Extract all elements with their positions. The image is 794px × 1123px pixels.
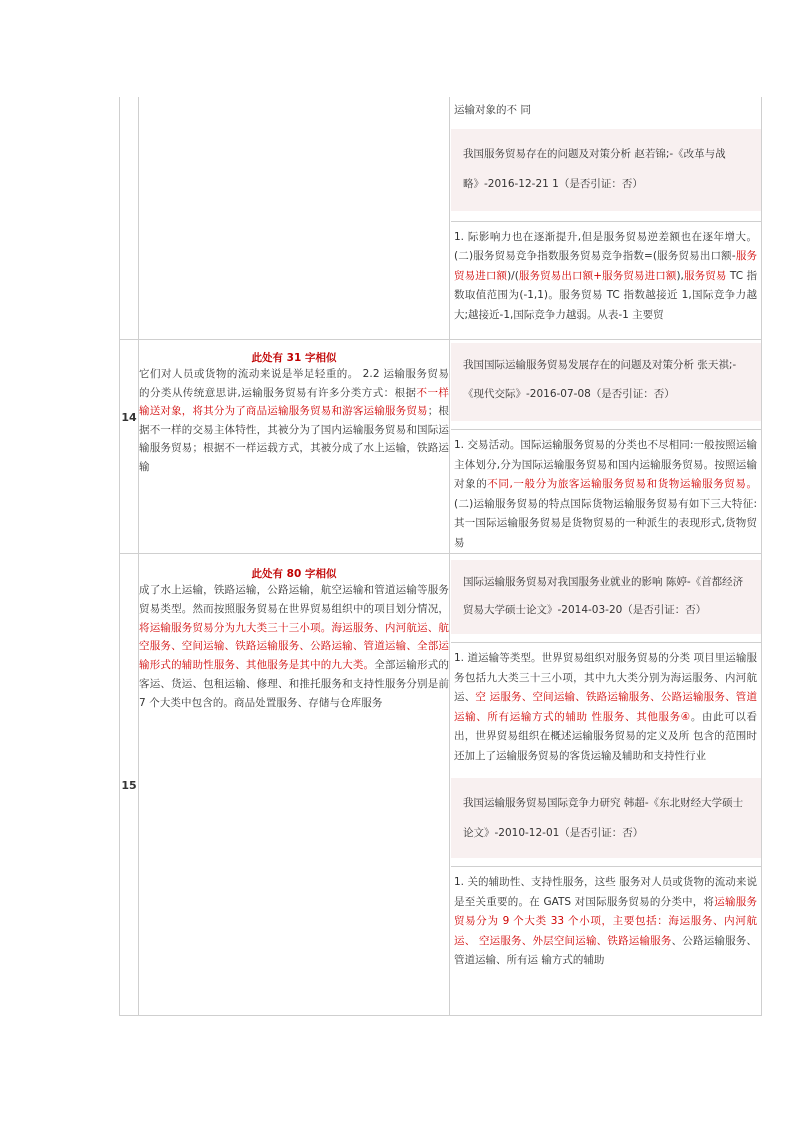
similar-text: 它们对人员或货物的流动来说是举足轻重的。 2.2 运输服务贸易的分类从传统意思讲,运输服务贸易有许多分类方式：根据不一样输送对象，将其分为了商品运输服务贸易和游客运输服务贸易；根据不一样的交易主体特性，其被分为了国内运输服务贸易和国际运输服务贸易；根据不一样运载方式，其被分成了水上运输，铁路运输 [139, 368, 449, 473]
table-border-right [761, 97, 762, 1016]
row-separator-15 [119, 553, 762, 554]
source-citation: 我国服务贸易存在的问题及对策分析 赵若锦;-《改革与战略》-2016-12-21 1（是否引证：否） [451, 129, 761, 211]
similar-text-cell-14 [139, 351, 449, 476]
source-citation: 我国国际运输服务贸易发展存在的问题及对策分析 张天祺;-《现代交际》-2016-07-08（是否引证：否） [451, 343, 761, 421]
continued-right-cell [451, 98, 761, 325]
table-border-num [138, 97, 139, 1016]
source-citation-b: 我国运输服务贸易国际竞争力研究 韩超-《东北财经大学硕士论文》-2010-12-01（是否引证：否） [451, 778, 761, 858]
similarity-heading: 此处有 31 字相似 [251, 352, 337, 364]
similar-text: 成了水上运输，铁路运输，公路运输，航空运输和管道运输等服务贸易类型。然而按照服务贸易在世界贸易组织中的项目划分情况，将运输服务贸易分为九大类三十三小项。海运服务、内河航运、航空服务、空间运输、铁路运输服务、公路运输、管道运输、全部运输形式的辅助性服务、其他服务是其中的九大类。全部运输形式的客运、货运、包租运输、修理、和推托服务和支持性服务分别是前 7 个大类中包含的。商品处置服务、存储与仓库服务 [139, 584, 450, 709]
row-separator-14 [119, 339, 762, 340]
row-number-14: 14 [121, 411, 137, 424]
matched-text: 1. 交易活动。国际运输服务贸易的分类也不尽相同:一般按照运输主体划分,分为国际运输服务贸易和国内运输服务贸易。按照运输对象的不同,一般分为旅客运输服务贸易和货物运输服务贸易。(二)运输服务贸易的特点国际货物运输服务贸易有如下三大特征:其一国际运输服务贸易是货物贸易的一种派生的表现形式,货物贸易 [454, 439, 757, 549]
table-border-left [119, 97, 120, 1016]
source-cell-14 [451, 343, 761, 553]
matched-text-b: 1. 关的辅助性、支持性服务，这些 服务对人员或货物的流动来说是至关重要的。在 GATS 对国际服务贸易的分类中，将运输服务贸易分为 9 个大类 33 个小项，主要包括：海运服务、内河航运、 空运服务、外层空间运输、铁路运输服务、公路运输服务、管道运输、所有运 输方式的辅助 [454, 876, 758, 966]
matched-text: 1. 际影响力也在逐渐提升,但是服务贸易逆差额也在逐年增大。 (二)服务贸易竞争指数服务贸易竞争指数=(服务贸易出口额-服务贸易进口额)/(服务贸易出口额+服务贸易进口额),服务贸易 TC 指数取值范围为(-1,1)。服务贸易 TC 指数越接近 1,国际竞争力越大;越接近-1,国际竞争力越弱。从表-1 主要贸 [454, 230, 758, 321]
similarity-heading: 此处有 80 字相似 [251, 568, 337, 580]
table-border-bottom [119, 1015, 762, 1016]
similar-text-cell-15 [139, 567, 449, 713]
table-border-mid [449, 97, 450, 1016]
row-number-15: 15 [121, 779, 137, 792]
source-citation-a: 国际运输服务贸易对我国服务业就业的影响 陈婷-《首都经济贸易大学硕士论文》-2014-03-20（是否引证：否） [451, 560, 761, 634]
source-cell-15 [451, 560, 761, 971]
matched-text-a: 1. 道运输等类型。世界贸易组织对服务贸易的分类 项目里运输服务包括九大类三十三小项，其中九大类分别为海运服务、内河航运、空 运服务、空间运输、铁路运输服务、公路运输服务、管道运输、所有运输方式的辅助 性服务、其他服务④。由此可以看出，世界贸易组织在概述运输服务贸易的定义及所 包含的范围时还加上了运输服务贸易的客货运输及辅助和支持性行业 [454, 652, 758, 762]
continued-tail-text: 运输对象的不 同 [454, 104, 531, 116]
